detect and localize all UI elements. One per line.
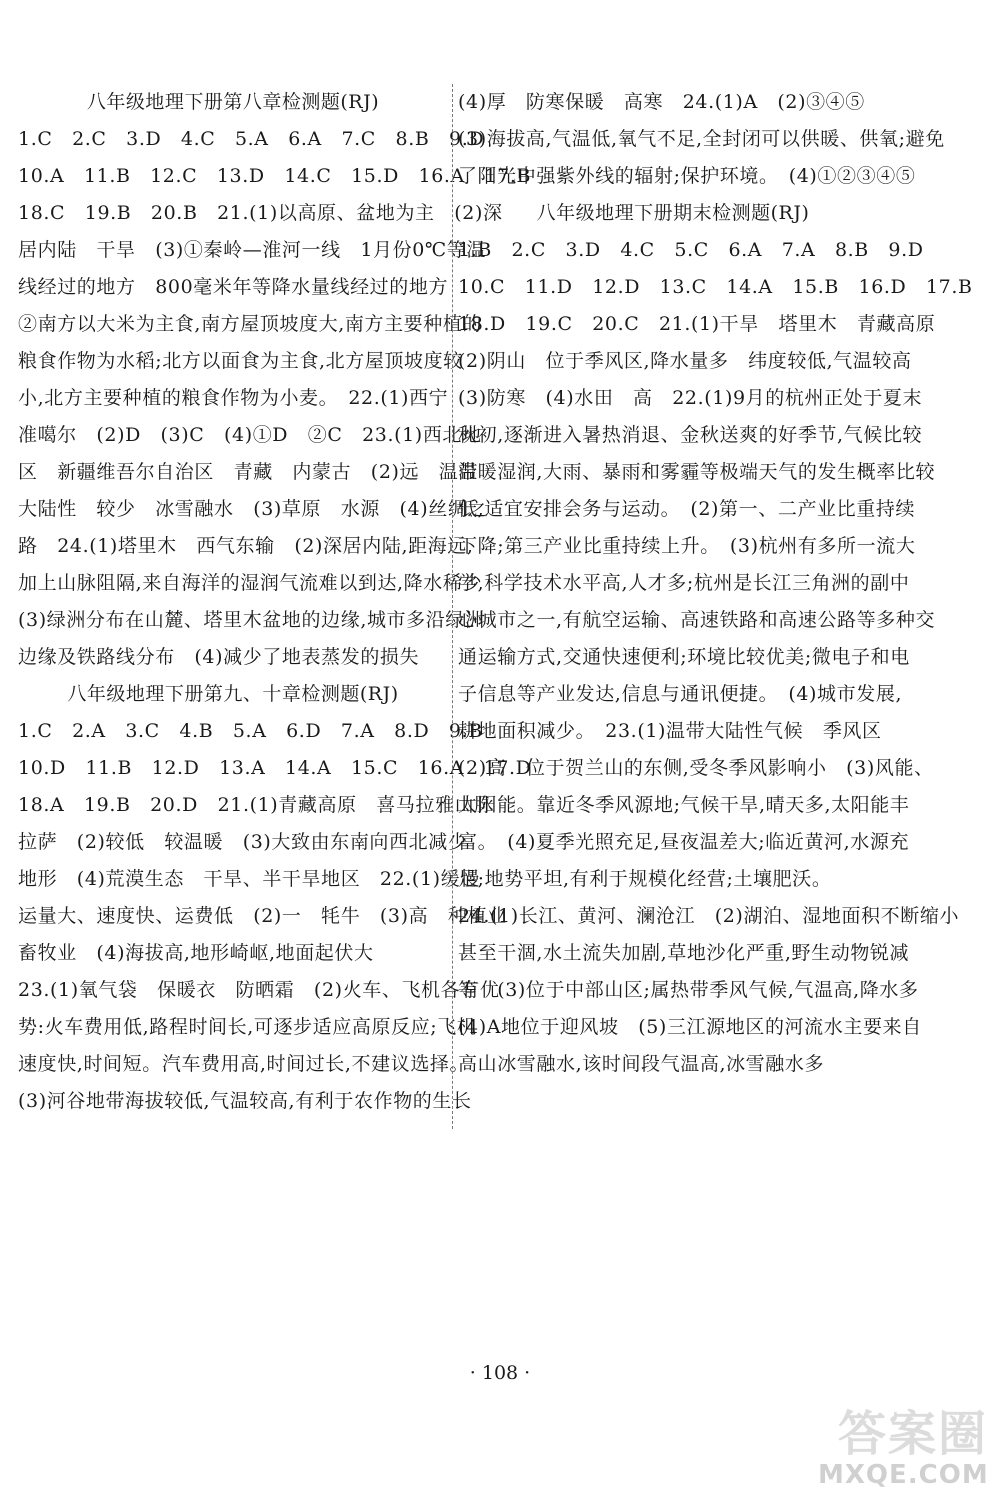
answer-line: 1.C 2.C 3.D 4.C 5.A 6.A 7.C 8.B 9.D bbox=[18, 128, 485, 150]
answer-line: 24.(1)长江、黄河、澜沧江 (2)湖泊、湿地面积不断缩小 bbox=[458, 905, 960, 927]
answer-line: 拉萨 (2)较低 较温暖 (3)大致由东南向西北减少 bbox=[18, 831, 468, 853]
answer-line: 等 (3)位于中部山区;属热带季风气候,气温高,降水多 bbox=[458, 979, 919, 1001]
answer-line: 高山冰雪融水,该时间段气温高,冰雪融水多 bbox=[458, 1053, 825, 1075]
answer-line: 10.A 11.B 12.C 13.D 14.C 15.D 16.A 17.B bbox=[18, 165, 532, 187]
answer-line: 畜牧业 (4)海拔高,地形崎岖,地面起伏大 bbox=[18, 942, 374, 964]
answer-line: 区 新疆维吾尔自治区 青藏 内蒙古 (2)远 温带 bbox=[18, 461, 478, 483]
answer-line: 18.D 19.C 20.C 21.(1)干旱 塔里木 青藏高原 bbox=[458, 313, 936, 335]
page-number: · 108 · bbox=[469, 1362, 531, 1384]
section-title-final-exam: 八年级地理下册期末检测题(RJ) bbox=[536, 202, 810, 224]
answer-line: 23.(1)氧气袋 保暖衣 防晒霜 (2)火车、飞机各有优 bbox=[18, 979, 500, 1001]
answer-line: 学,科学技术水平高,人才多;杭州是长江三角洲的副中 bbox=[458, 572, 910, 594]
answer-line: 准噶尔 (2)D (3)C (4)①D ②C 23.(1)西北地 bbox=[18, 424, 482, 446]
answer-line: 小,北方主要种植的粮食作物为小麦。 22.(1)西宁 bbox=[18, 387, 449, 409]
answer-line: 线经过的地方 800毫米年等降水量线经过的地方 bbox=[18, 276, 449, 298]
watermark-url: MXQE.COM bbox=[818, 1460, 989, 1490]
answer-line: 势:火车费用低,路程时间长,可逐步适应高原反应;飞机 bbox=[18, 1016, 477, 1038]
answer-line: 子信息等产业发达,信息与通讯便捷。 (4)城市发展, bbox=[458, 683, 903, 705]
answer-line: (2)阴山 位于季风区,降水量多 纬度较低,气温较高 bbox=[458, 350, 912, 372]
answer-line: (3)防寒 (4)水田 高 22.(1)9月的杭州正处于夏末 bbox=[458, 387, 923, 409]
answer-line: 富。 (4)夏季光照充足,昼夜温差大;临近黄河,水源充 bbox=[458, 831, 910, 853]
right-column bbox=[458, 84, 973, 1083]
answer-line: (3)河谷地带海拔较低,气温较高,有利于农作物的生长 bbox=[18, 1090, 472, 1112]
answer-line: 秋初,逐渐进入暑热消退、金秋送爽的好季节,气候比较 bbox=[458, 424, 923, 446]
answer-line: ②南方以大米为主食,南方屋顶坡度大,南方主要种植的 bbox=[18, 313, 483, 335]
answer-line: 低,适宜安排会务与运动。 (2)第一、二产业比重持续 bbox=[458, 498, 916, 520]
answer-line: (4)A地位于迎风坡 (5)三江源地区的河流水主要来自 bbox=[458, 1016, 922, 1038]
column-divider bbox=[452, 84, 453, 1129]
answer-line: 地形 (4)荒漠生态 干旱、半干旱地区 22.(1)缓慢 bbox=[18, 868, 480, 890]
answer-line: 温暖湿润,大雨、暴雨和雾霾等极端天气的发生概率比较 bbox=[458, 461, 936, 483]
section-body-chapter-8 bbox=[18, 121, 532, 676]
answer-line: (3)海拔高,气温低,氧气不足,全封闭可以供暖、供氧;避免 bbox=[458, 128, 945, 150]
answer-line: 居内陆 干旱 (3)①秦岭—淮河一线 1月份0℃等温 bbox=[18, 239, 486, 261]
answer-line: (4)厚 防寒保暖 高寒 24.(1)A (2)③④⑤ bbox=[458, 91, 865, 113]
section-title-chapter-8: 八年级地理下册第八章检测题(RJ) bbox=[86, 91, 380, 113]
answer-line: 18.C 19.B 20.B 21.(1)以高原、盆地为主 (2)深 bbox=[18, 202, 503, 224]
answer-line: (3)绿洲分布在山麓、塔里木盆地的边缘,城市多沿绿洲 bbox=[18, 609, 485, 631]
watermark-logo-text: 答案圈 bbox=[838, 1406, 989, 1462]
answer-line: 耕地面积减少。 23.(1)温带大陆性气候 季风区 bbox=[458, 720, 882, 742]
answer-line: 粮食作物为水稻;北方以面食为主食,北方屋顶坡度较 bbox=[18, 350, 463, 372]
answer-line: 大陆性 较少 冰雪融水 (3)草原 水源 (4)丝绸之 bbox=[18, 498, 488, 520]
answer-line: 10.C 11.D 12.D 13.C 14.A 15.B 16.D 17.B bbox=[458, 276, 973, 298]
answer-line: 足;地势平坦,有利于规模化经营;土壤肥沃。 bbox=[458, 868, 832, 890]
answer-line: 下降;第三产业比重持续上升。 (3)杭州有多所一流大 bbox=[458, 535, 916, 557]
left-column bbox=[18, 84, 532, 1120]
section-body-chapter-9-10 bbox=[18, 713, 532, 1120]
answer-line: 速度快,时间短。汽车费用高,时间过长,不建议选择。 bbox=[18, 1053, 470, 1075]
answer-line: 太阳能。靠近冬季风源地;气候干旱,晴天多,太阳能丰 bbox=[458, 794, 910, 816]
answer-line: 了阳光中强紫外线的辐射;保护环境。 (4)①②③④⑤ bbox=[458, 165, 916, 187]
answer-line: 通运输方式,交通快速便利;环境比较优美;微电子和电 bbox=[458, 646, 910, 668]
answer-line: 1.C 2.A 3.C 4.B 5.A 6.D 7.A 8.D 9.B bbox=[18, 720, 483, 742]
answer-line: 1.B 2.C 3.D 4.C 5.C 6.A 7.A 8.B 9.D bbox=[458, 239, 924, 261]
answer-line: 18.A 19.B 20.D 21.(1)青藏高原 喜马拉雅山脉 bbox=[18, 794, 494, 816]
answer-line: 路 24.(1)塔里木 西气东输 (2)深居内陆,距海远, bbox=[18, 535, 474, 557]
section-body-final-exam bbox=[458, 232, 973, 1083]
answer-line: 加上山脉阻隔,来自海洋的湿润气流难以到达,降水稀少 bbox=[18, 572, 483, 594]
section-body-continuation bbox=[458, 84, 945, 195]
answer-line: 运量大、速度快、运费低 (2)一 牦牛 (3)高 种植业 bbox=[18, 905, 507, 927]
answer-line: 心城市之一,有航空运输、高速铁路和高速公路等多种交 bbox=[458, 609, 936, 631]
site-watermark bbox=[818, 1395, 988, 1490]
section-title-chapter-9-10: 八年级地理下册第九、十章检测题(RJ) bbox=[67, 683, 399, 705]
answer-line: 甚至干涸,水土流失加剧,草地沙化严重,野生动物锐减 bbox=[458, 942, 910, 964]
answer-line: 边缘及铁路线分布 (4)减少了地表蒸发的损失 bbox=[18, 646, 420, 668]
answer-line: (2)高 位于贺兰山的东侧,受冬季风影响小 (3)风能、 bbox=[458, 757, 934, 779]
answer-line: 10.D 11.B 12.D 13.A 14.A 15.C 16.A 17.D bbox=[18, 757, 532, 779]
